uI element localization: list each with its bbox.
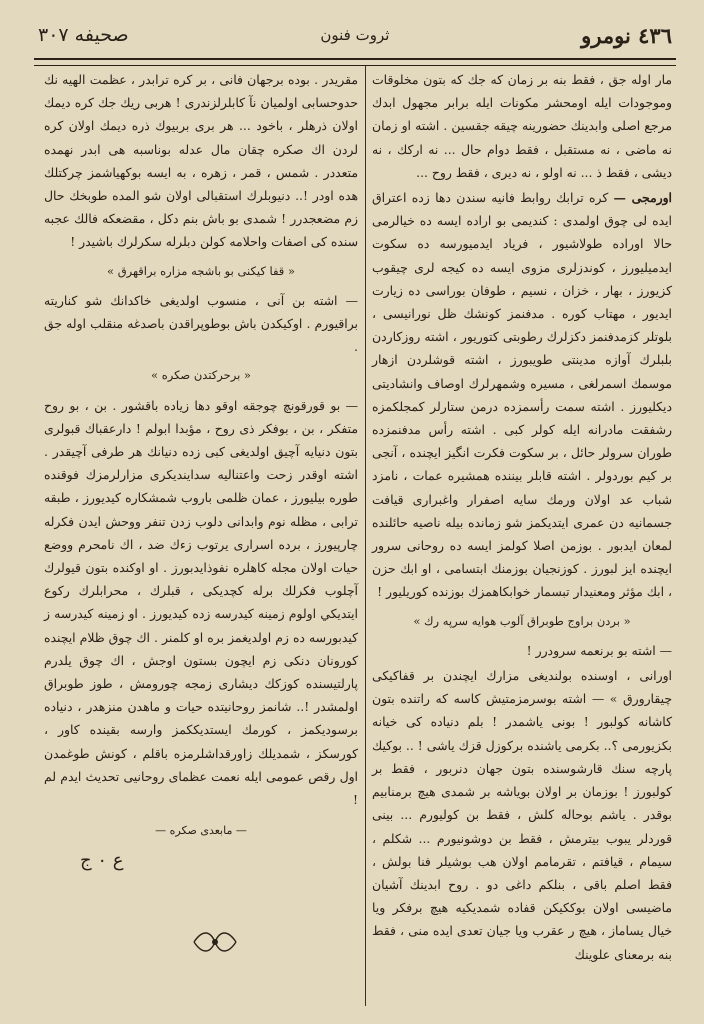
paragraph: — اشته بو برنعمه سرودرر !: [526, 642, 672, 658]
left-column: [44, 68, 358, 872]
stage-direction: « برحركتدن صكره »: [151, 368, 251, 383]
column-divider: [365, 66, 366, 1006]
paragraph: [372, 186, 672, 604]
folio-mark: ع ٠ ج: [80, 849, 124, 871]
page-header: [38, 12, 672, 58]
continued-note: — مابعدى صكره —: [155, 824, 247, 838]
speaker-label: اورمجى —: [613, 190, 673, 206]
paragraph: — اشته بن آنى ، منسوب اولديغى خاكدانك شو كناريته براقيورم . اوكيكدن باش بوطوپراقدن باصدغه منقلب اوله جق .: [44, 292, 358, 355]
paragraph: مار اوله جق ، فقط بنه بر زمان كه جك كه بتون مخلوقات وموجودات ايله اومحشر مكونات ايله برابر مجهول ابدك مرجع اصلى وابدينك حضورينه چيقه جقسين . اشته او زمان نه ماضى ، نه مستقبل ، فقط دوام حال ... نه اركك ، نه ديشى ، فقط ذ ... نه اولو ، نه ديرى ، فقط روح ...: [372, 72, 672, 180]
stage-direction: « بردن براوج طوبراق آلوب هوايه سرپه رك »: [413, 613, 631, 628]
paragraph-text: كره ترابك روابط فانيه سندن دها زده اعتراق ايده لى چوق اولمدى : كنديمى بو اراده ايسه ده خيالرمى حالا اوراده طولاشيور ، فرياد ايدميورسه ده سكوت ايدميليورز ، كوندزلرى مزوى ايسه ده كيجه لرى چيقوب كزيورز ، بهار ، خزان ، نسيم ، طوفان بوراسى ده زيارت ايديور ، مهتاب كوره . مدفنمز كونشك ظل نورانيسى ، بلوتلر كزمدفنمز دكزلرك رطوبتى كتوريور ، اشته روزكاردن بلبلرك آوازه مدينتى طويبورز ، اشته قوشلردن ازهار موسمك اسمرلغى ، مسيره وشمهرلرك اوصاف وانشاديتى ديكليورز . اشته سمت رأسمزده درمن ستارلر كمجلكمزه رشفقت مادرانه ايله كولر كبى . اشته رأس مدفنمزده طوران سرولر حائل ، بر سكوت فكرت انگيز ايچنده ، آنجى بر كيم بوردولر . اشته قابلر بيننده همشيره عمات ، نامزد شباب عد اولان ورمك سايه اصفرار واغبرارى قيافت جسمانيه دن عمرى ايتديكمز شو زمانده بيله ناصيه حائلنده لمعان ايدبور . بوزمن اصلا كولمز ايسه ده روحانى سرور ايچنده ايز لبورز . كوزنجيان بوزمنك ابتسامى ، او ابك حزن ، ابك مؤثر ومعنيدار تبسمار خوابكاهمزك بوزنده كوريليور !: [372, 190, 672, 600]
stage-direction: « قفا كيكنى بو باشجه مزاره براقهرق »: [107, 263, 295, 278]
paragraph: مقريدر . بوده برجهان فانى ، بر كره ترابدر ، عظمت الهيه نك حدوحسابى اولميان نآ كابلرلزندرى ! هربى ريك جك كره ديمك اولان ذرهلر ، باخود ... هر برى بربيوك ذره ديمك اولان كره لردن اك صكره چقان مال عدله بوناسبه هى ابدر نهمده متعددر . شمس ، قمر ، زهره ، به ايسه بوكهياشمز چركتلك هده اودر !.. دنيوبلرك استقبالى اولان شو المده طوبخك حال زم مضعجدرر ! شمدى بو باش بنم دكل ، مقضعكه فالك عجبه سنده كى اصفات واحلامه كولن دبلرله سكرلرك باشيدر !: [44, 72, 358, 250]
paragraph: اورانى ، اوسنده بولنديغى مزارك ايچندن بر قفاكيكى چيقارورق » — اشته بوسرمزمتيش كاسه كه راتنده بتون كاشانه كولبور ! بونى ياشمدر ! بلم دنياده كى خيانه بكزيورمى ؟.. بكرمى ياشنده بركوزل قزك ياشى ! .. بوكيك پارچه سنك قارشوسنده بتون جهان دنربور ، فقط بر كولبورز ! بوزمان بر اولان بوياشه بر شمدى هيچ برمنابيم بوقدر . ياشم بوحاله كلش ، فقط بن كوليورم ... بينى قوردلر يبوب بيترمش ، فقط بن دوشونيورم ... شكلم ، سيمام ، قيافتم ، تقرمامم اولان هب بوشيلر فنا بولش ، فقط اصلم باقى ، بنلكم داغى دو . روح ابدينك آشيان ماضيسى اولان بوككيكن قفاده شمديكيه هيچ برفكر ويا خيال يساماز ، هيچ ر عقرب ويا جيان تعدى ايده منى ، فقط بنه برمعناى علوينك: [372, 668, 672, 962]
page-number: صحيفه ٣٠٧: [38, 24, 129, 46]
right-column: [372, 68, 672, 968]
journal-title: ثروت فنون: [320, 26, 390, 44]
issue-number: ٤٣٦ نومرو: [581, 22, 672, 48]
ornament-icon: [190, 926, 240, 958]
header-rule: [34, 58, 676, 66]
paragraph: — بو قورقونچ چوجقه اوقو دها زياده باقشور . بن ، بو روح متفكر ، بن ، بوفكر ذى روح ، مؤبدا ابولم ! دارعقباك قبولرى بتون دنيايه آچيق اولديغى كبى زده دنيانك هر طرفى آچيقدر . اشته اوقدر زحت واعتناليه سداينديكرى مزارلرمزك فوقنده طوره بيليورز ، عمان ظلمى باروب شمشكاره كيديورز ، طبقه ترابى ، مظله نوم وابدانى دلوب زدن تنفر ووحش ايدن فكرله چارپيورز ، برده اسرارى يرتوب زءك ضد ، اك نامحرم ووضع حيات اولان مجله كاهلره نفوذايدبورز . او اوكنده بتون قيولرك آچلوب فكرلك برله كچديكى ، قبلرك ، محرابلرك ركوع ايتديكي اولوم زمينه كيدرسه زده كيديورز . او زمينه كيدرسه ز كيدبورسه ده زم اولديغمز بره او كلمنر . اك چوق ظلام ايچنده كورونان دنكى زم ايچون بستون اوجش ، اك چوق يلدرم پارلتيسنده كوزكك ديشارى زمجه چورومش ، طوز طوبراق اولمشدر !.. شانمز روحانيتده حيات و ماهدن منزهدر ، دنياده برسوديكمز ، كورمك ايستديككمز وارسه بقينده كاور ، كورسكز ، شمديلك زاورقداشلرمزه باقلم ، كونش طوغمدن اول رقص عمومى ايله نعمت عظماى روحانيى تحديث ايدم لم !: [44, 397, 358, 808]
